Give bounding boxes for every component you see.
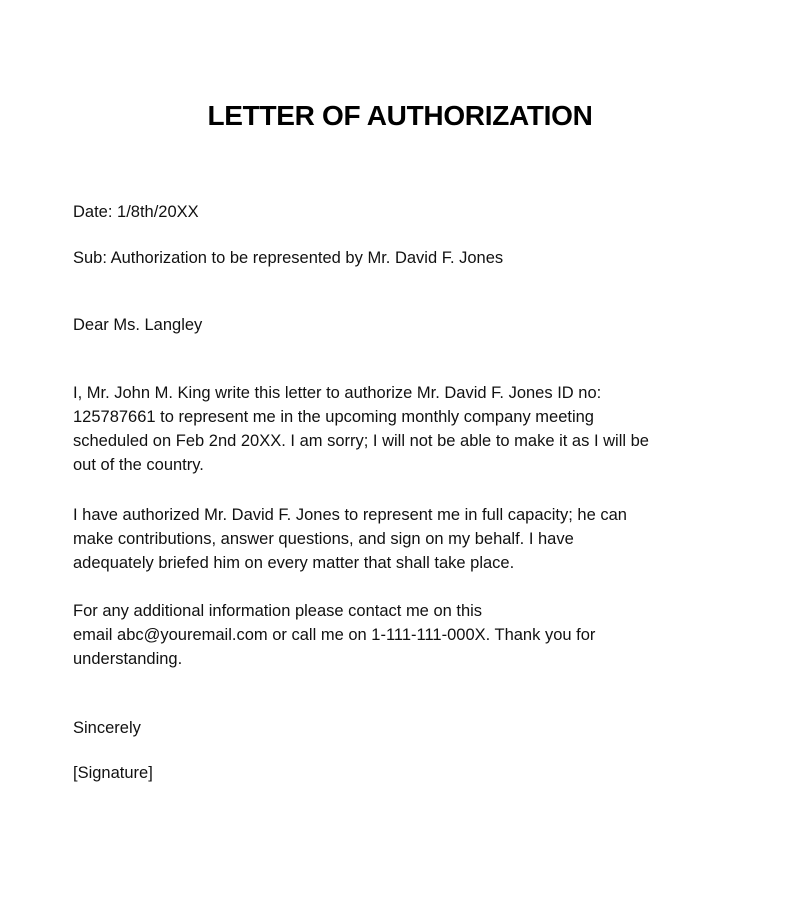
subject-line: Sub: Authorization to be represented by Mr. David F. Jones bbox=[73, 249, 504, 267]
date-line: Date: 1/8th/20XX bbox=[73, 203, 199, 221]
closing: Sincerely bbox=[73, 719, 141, 737]
paragraph-line: I have authorized Mr. David F. Jones to represent me in full capacity; he can bbox=[73, 506, 627, 524]
paragraph-line: out of the country. bbox=[73, 456, 204, 474]
paragraph-line: I, Mr. John M. King write this letter to authorize Mr. David F. Jones ID no: bbox=[73, 384, 602, 402]
paragraph-line: make contributions, answer questions, and sign on my behalf. I have bbox=[73, 530, 574, 548]
body-paragraph-authorization bbox=[73, 381, 733, 477]
signature-placeholder: [Signature] bbox=[73, 764, 153, 782]
paragraph-line: email abc@youremail.com or call me on 1-111-111-000X. Thank you for bbox=[73, 626, 596, 644]
paragraph-line: scheduled on Feb 2nd 20XX. I am sorry; I will not be able to make it as I will be bbox=[73, 432, 649, 450]
paragraph-line: adequately briefed him on every matter that shall take place. bbox=[73, 554, 515, 572]
paragraph-line: For any additional information please contact me on this bbox=[73, 602, 483, 620]
paragraph-line: understanding. bbox=[73, 650, 183, 668]
salutation: Dear Ms. Langley bbox=[73, 316, 203, 334]
body-paragraph-contact bbox=[73, 599, 733, 671]
body-paragraph-capacity bbox=[73, 503, 733, 575]
letter-title: LETTER OF AUTHORIZATION bbox=[207, 100, 593, 131]
paragraph-line: 125787661 to represent me in the upcoming monthly company meeting bbox=[73, 408, 594, 426]
